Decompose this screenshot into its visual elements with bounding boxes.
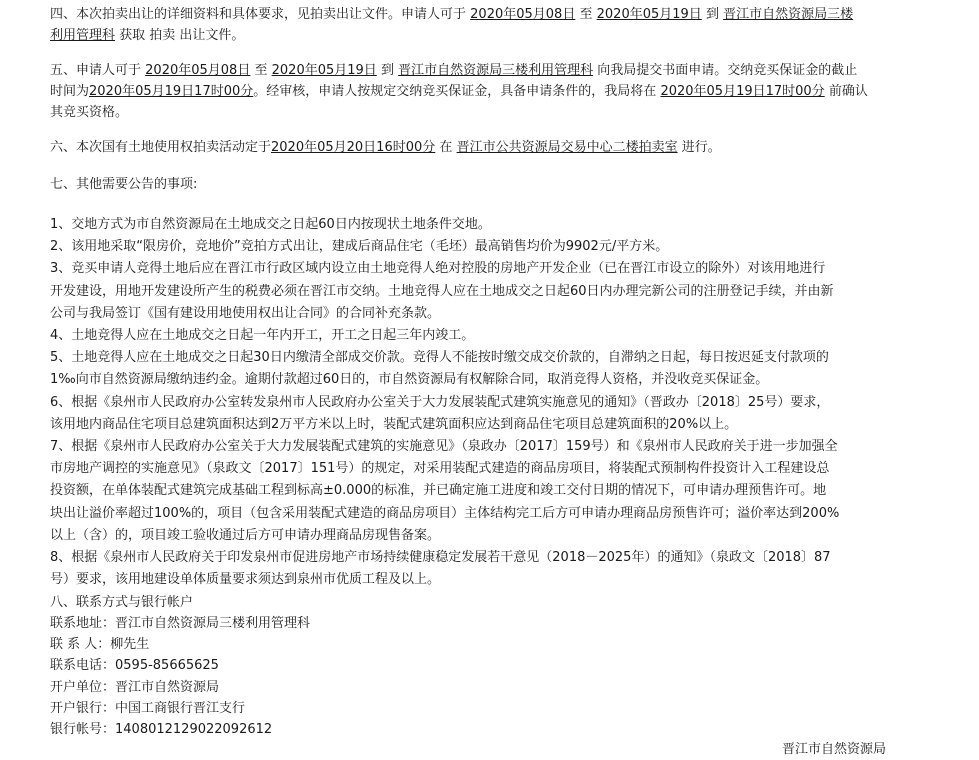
contact-row: 联系地址：晋江市自然资源局三楼利用管理科 [50,616,311,631]
section-4-line-2 [50,25,900,46]
section-5-start-date: 2020年05月08日 [145,63,251,78]
section-7-line: 开发建设，用地开发建设所产生的税费必须在晋江市交纳。土地竞得人应在土地成交之日起60日内办理完新公司的注册登记手续，并由新 [50,283,834,299]
section-7-line: 1‰向市自然资源局缴纳违约金。逾期付款超过60日的，市自然资源局有权解除合同，取消竞得人资格，并没收竞买保证金。 [50,372,769,388]
word-at: 在 [439,140,453,155]
word-to: 到 [380,63,394,78]
section-7-line: 市房地产调控的实施意见》（泉政文〔2017〕151号）的规定，对采用装配式建造的商品房项目，将装配式预制构件投资计入工程建设总 [50,461,830,477]
section-7-line: 4、土地竞得人应在土地成交之日起一年内开工，开工之日起三年内竣工。 [50,328,475,344]
section-7-line: 6、根据《泉州市人民政府办公室转发泉州市人民政府办公室关于大力发展装配式建筑实施意见的通知》（晋政办〔2018〕25号）要求， [50,394,830,410]
word-to: 到 [705,7,719,22]
section-5-deadline-label: 时间为 [50,84,90,99]
section-5-text: 五、申请人可于 [50,63,142,78]
section-7-line: 块出让溢价率超过100%的，项目（包含采用装配式建造的商品房项目）主体结构完工后方可申请办理商品房预售许可；溢价率达到200% [50,505,840,521]
section-7-line: 1、交地方式为市自然资源局在土地成交之日起60日内按现状土地条件交地。 [50,217,491,232]
section-7-line: 该用地内商品住宅项目总建筑面积达到2万平方米以上时，装配式建筑面积应达到商品住宅项目总建筑面积的20%以上。 [50,416,738,432]
section-6-auction-date: 2020年05月20日16时00分 [271,140,436,155]
section-5 [50,60,900,123]
section-5-end-date: 2020年05月19日 [271,63,377,78]
section-7-line: 7、根据《泉州市人民政府办公室关于大力发展装配式建筑的实施意见》（泉政办〔2017〕159号）和《泉州市人民政府关于进一步加强全 [50,439,838,455]
section-5-place: 晋江市自然资源局三楼利用管理科 [398,63,594,78]
word-to: 至 [579,7,593,22]
section-4-line-1 [50,4,900,25]
section-7-list [50,214,900,591]
section-5-text-d: 前确认 [828,84,868,99]
section-7-line: 以上（含）的，项目竣工验收通过后方可申请办理商品房现售备案。 [50,527,441,543]
section-6-text-end: 进行。 [681,140,721,155]
section-7-line: 号）要求，该用地建设单体质量要求须达到泉州市优质工程及以上。 [50,572,441,588]
issuer-signature: 晋江市自然资源局 [782,742,887,757]
word-to: 至 [254,63,268,78]
section-7-line: 投资额，在单体装配式建筑完成基础工程到标高±0.000的标准，并已确定施工进度和竣工交付日期的情况下，可申请办理预售许可。地 [50,483,827,499]
contact-row: 联 系 人：柳先生 [50,637,150,653]
section-5-text-b: 向我局提交书面申请。交纳竞买保证金的截止 [597,63,858,78]
section-7-line: 公司与我局签订《国有建设用地使用权出让合同》的合同补充条款。 [50,305,441,321]
contact-row: 开户银行：中国工商银行晋江支行 [50,700,246,716]
section-4-text-end: 获取 拍卖 出让文件。 [119,28,245,43]
section-7-line: 8、根据《泉州市人民政府关于印发泉州市促进房地产市场持续健康稳定发展若干意见（2018－2025年）的通知》（泉政文〔2018〕87 [50,550,831,566]
section-4-end-date: 2020年05月19日 [596,7,702,22]
section-4-start-date: 2020年05月08日 [470,7,576,22]
section-6 [50,137,900,158]
section-4 [50,4,900,46]
section-6-line-1 [50,137,900,158]
section-5-confirm-date: 2020年05月19日17时00分 [660,84,825,99]
section-5-line-3: 其竞买资格。 [50,105,129,120]
section-7-line: 3、竞买申请人竞得土地后应在晋江市行政区域内设立由土地竞得人绝对控股的房地产开发企业（已在晋江市设立的除外）对该用地进行 [50,261,826,277]
section-5-deadline: 2020年05月19日17时00分 [89,84,254,99]
section-6-place: 晋江市公共资源局交易中心二楼拍卖室 [456,140,678,155]
section-5-line-2 [50,81,900,102]
contact-row: 开户单位：晋江市自然资源局 [50,679,220,695]
section-5-text-c: 。经审核，申请人按规定交纳竞买保证金，具备申请条件的，我局将在 [253,84,657,99]
section-5-line-1 [50,60,900,81]
contact-info [50,613,900,740]
section-4-place-cont: 利用管理科 [50,28,116,43]
section-8-title: 八、联系方式与银行帐户 [50,595,194,610]
contact-row: 联系电话：0595-85665625 [50,658,219,674]
section-7-line: 2、该用地采取“限房价，竞地价”竞拍方式出让，建成后商品住宅（毛坯）最高销售均价为9902元/平方米。 [50,239,669,255]
section-7-line: 5、土地竞得人应在土地成交之日起30日内缴清全部成交价款。竞得人不能按时缴交成交价款的，自滞纳之日起，每日按迟延支付款项的 [50,350,829,366]
contact-row: 银行帐号：1408012129022092612 [50,722,273,738]
section-7-title: 七、其他需要公告的事项: [50,177,198,192]
section-4-text: 四、本次拍卖出让的详细资料和具体要求，见拍卖出让文件。申请人可于 [50,7,467,22]
section-4-place: 晋江市自然资源局三楼 [723,7,854,22]
section-6-text: 六、本次国有土地使用权拍卖活动定于 [50,140,272,155]
